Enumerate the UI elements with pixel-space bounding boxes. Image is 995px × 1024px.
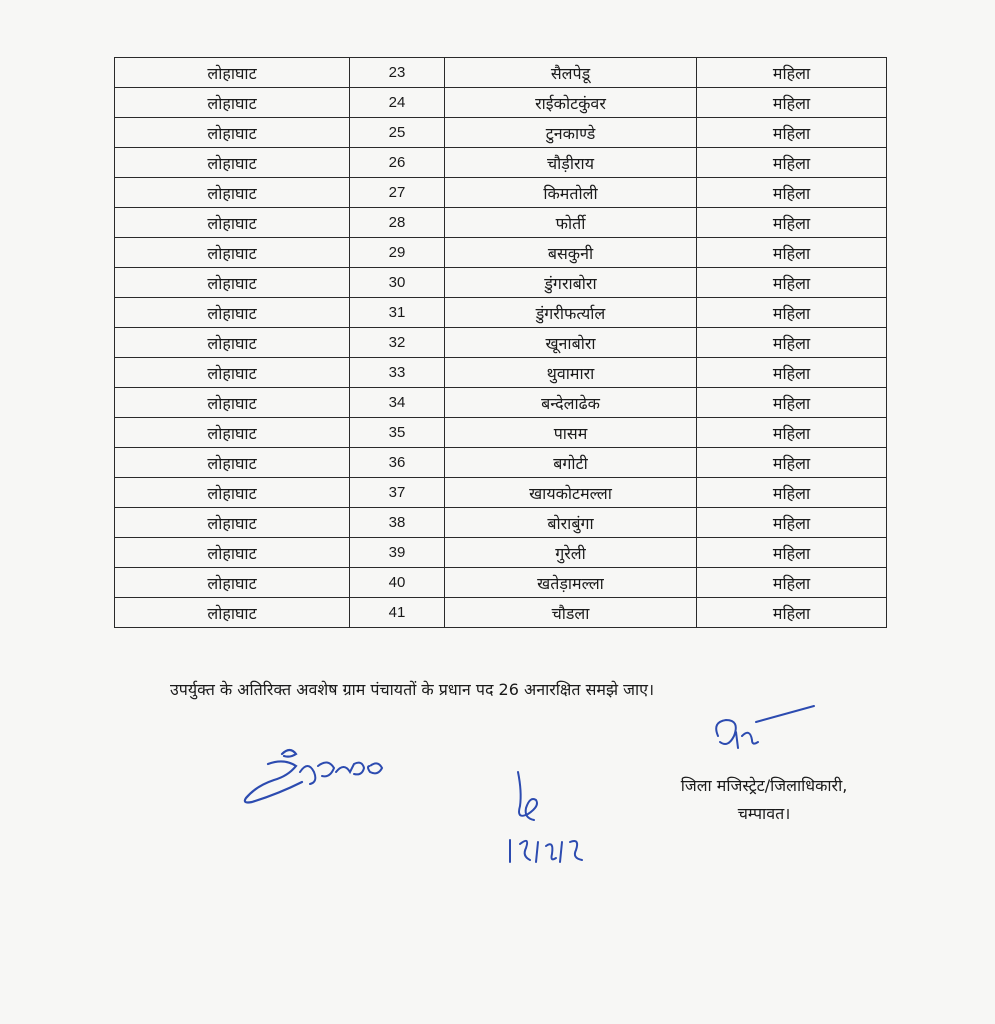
block-cell: लोहाघाट <box>115 148 350 178</box>
serial-cell: 28 <box>350 208 445 238</box>
signatory-location: चम्पावत। <box>737 804 791 823</box>
signature-center-with-date <box>500 762 600 872</box>
panchayat-cell: फोर्ती <box>445 208 697 238</box>
panchayat-cell: खतेड़ामल्ला <box>445 568 697 598</box>
panchayat-cell: डुंगराबोरा <box>445 268 697 298</box>
signature-left <box>238 742 388 808</box>
table-row <box>115 598 887 628</box>
signatory-designation: जिला मजिस्ट्रेट/जिलाधिकारी, <box>680 776 848 795</box>
category-cell: महिला <box>697 538 887 568</box>
table-row <box>115 568 887 598</box>
serial-cell: 37 <box>350 478 445 508</box>
serial-cell: 32 <box>350 328 445 358</box>
category-cell: महिला <box>697 238 887 268</box>
table-row <box>115 448 887 478</box>
block-cell: लोहाघाट <box>115 508 350 538</box>
block-cell: लोहाघाट <box>115 328 350 358</box>
block-cell: लोहाघाट <box>115 208 350 238</box>
block-cell: लोहाघाट <box>115 568 350 598</box>
serial-cell: 29 <box>350 238 445 268</box>
serial-cell: 27 <box>350 178 445 208</box>
signature-right <box>708 702 818 758</box>
table-row <box>115 148 887 178</box>
block-cell: लोहाघाट <box>115 358 350 388</box>
block-cell: लोहाघाट <box>115 88 350 118</box>
table-row <box>115 298 887 328</box>
table-row <box>115 238 887 268</box>
block-cell: लोहाघाट <box>115 478 350 508</box>
panchayat-cell: किमतोली <box>445 178 697 208</box>
category-cell: महिला <box>697 598 887 628</box>
serial-cell: 26 <box>350 148 445 178</box>
panchayat-cell: राईकोटकुंवर <box>445 88 697 118</box>
table-row <box>115 328 887 358</box>
panchayat-cell: सैलपेडू <box>445 58 697 88</box>
panchayat-cell: बसकुनी <box>445 238 697 268</box>
block-cell: लोहाघाट <box>115 448 350 478</box>
serial-cell: 25 <box>350 118 445 148</box>
table-row <box>115 478 887 508</box>
panchayat-cell: चौड़ीराय <box>445 148 697 178</box>
category-cell: महिला <box>697 148 887 178</box>
panchayat-cell: खूनाबोरा <box>445 328 697 358</box>
block-cell: लोहाघाट <box>115 538 350 568</box>
category-cell: महिला <box>697 58 887 88</box>
reservation-table-body <box>115 58 887 628</box>
block-cell: लोहाघाट <box>115 388 350 418</box>
table-row <box>115 538 887 568</box>
footnote-text: उपर्युक्त के अतिरिक्त अवशेष ग्राम पंचायतों के प्रधान पद 26 अनारक्षित समझे जाए। <box>170 680 655 699</box>
serial-cell: 36 <box>350 448 445 478</box>
block-cell: लोहाघाट <box>115 178 350 208</box>
block-cell: लोहाघाट <box>115 298 350 328</box>
serial-cell: 33 <box>350 358 445 388</box>
category-cell: महिला <box>697 418 887 448</box>
signatory-block <box>648 772 880 828</box>
category-cell: महिला <box>697 118 887 148</box>
panchayat-cell: बन्देलाढेक <box>445 388 697 418</box>
table-row <box>115 508 887 538</box>
block-cell: लोहाघाट <box>115 598 350 628</box>
block-cell: लोहाघाट <box>115 238 350 268</box>
panchayat-cell: खायकोटमल्ला <box>445 478 697 508</box>
category-cell: महिला <box>697 268 887 298</box>
table-row <box>115 388 887 418</box>
panchayat-cell: थुवामारा <box>445 358 697 388</box>
category-cell: महिला <box>697 208 887 238</box>
category-cell: महिला <box>697 448 887 478</box>
panchayat-cell: चौडला <box>445 598 697 628</box>
panchayat-cell: बगोटी <box>445 448 697 478</box>
table-row <box>115 268 887 298</box>
serial-cell: 30 <box>350 268 445 298</box>
panchayat-cell: बोराबुंगा <box>445 508 697 538</box>
serial-cell: 23 <box>350 58 445 88</box>
serial-cell: 35 <box>350 418 445 448</box>
category-cell: महिला <box>697 568 887 598</box>
category-cell: महिला <box>697 88 887 118</box>
serial-cell: 40 <box>350 568 445 598</box>
block-cell: लोहाघाट <box>115 118 350 148</box>
serial-cell: 31 <box>350 298 445 328</box>
table-row <box>115 208 887 238</box>
panchayat-cell: डुंगरीफर्त्याल <box>445 298 697 328</box>
serial-cell: 38 <box>350 508 445 538</box>
panchayat-cell: पासम <box>445 418 697 448</box>
table-row <box>115 58 887 88</box>
serial-cell: 34 <box>350 388 445 418</box>
panchayat-cell: टुनकाण्डे <box>445 118 697 148</box>
block-cell: लोहाघाट <box>115 58 350 88</box>
table-row <box>115 418 887 448</box>
category-cell: महिला <box>697 358 887 388</box>
category-cell: महिला <box>697 328 887 358</box>
block-cell: लोहाघाट <box>115 418 350 448</box>
category-cell: महिला <box>697 508 887 538</box>
panchayat-cell: गुरेली <box>445 538 697 568</box>
category-cell: महिला <box>697 298 887 328</box>
table-row <box>115 118 887 148</box>
category-cell: महिला <box>697 478 887 508</box>
table-row <box>115 88 887 118</box>
category-cell: महिला <box>697 178 887 208</box>
reservation-table <box>114 57 887 628</box>
category-cell: महिला <box>697 388 887 418</box>
block-cell: लोहाघाट <box>115 268 350 298</box>
table-row <box>115 178 887 208</box>
serial-cell: 24 <box>350 88 445 118</box>
serial-cell: 41 <box>350 598 445 628</box>
serial-cell: 39 <box>350 538 445 568</box>
table-row <box>115 358 887 388</box>
